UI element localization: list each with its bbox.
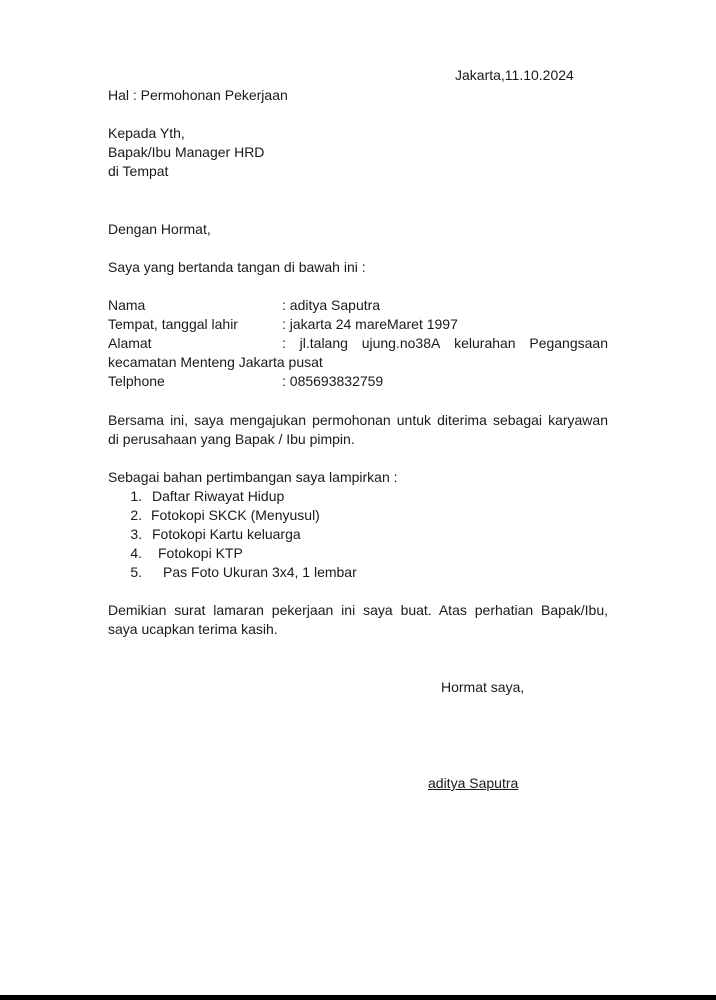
closing-line-2: saya ucapkan terima kasih. bbox=[108, 621, 278, 637]
intro-line: Saya yang bertanda tangan di bawah ini : bbox=[108, 259, 366, 275]
address-colon: : bbox=[282, 335, 286, 351]
address-row bbox=[108, 334, 608, 353]
address-label: Alamat bbox=[108, 335, 152, 351]
letter-subject: Hal : Permohonan Pekerjaan bbox=[108, 87, 288, 103]
address-value-line-2: kecamatan Menteng Jakarta pusat bbox=[108, 354, 323, 370]
address-word: Pegangsaan bbox=[529, 335, 608, 351]
attachment-item: Fotokopi Kartu keluarga bbox=[152, 526, 301, 542]
birth-label: Tempat, tanggal lahir bbox=[108, 316, 238, 332]
body-line-2: di perusahaan yang Bapak / Ibu pimpin. bbox=[108, 431, 355, 447]
phone-value: : 085693832759 bbox=[282, 373, 384, 389]
place-date: Jakarta,11.10.2024 bbox=[455, 67, 574, 83]
attachment-item: Fotokopi KTP bbox=[158, 545, 243, 561]
bottom-edge-bar bbox=[0, 995, 716, 1000]
signature-name: aditya Saputra bbox=[428, 775, 519, 791]
address-word: ujung.no38A bbox=[361, 335, 441, 351]
attachment-number: 5. bbox=[130, 564, 142, 580]
name-value: : aditya Saputra bbox=[282, 297, 381, 313]
address-value-line-1 bbox=[282, 334, 608, 353]
attachment-item: Fotokopi SKCK (Menyusul) bbox=[151, 507, 320, 523]
closing-line-1: Demikian surat lamaran pekerjaan ini saya buat. Atas perhatian Bapak/Ibu, bbox=[108, 602, 608, 618]
phone-label: Telphone bbox=[108, 373, 165, 389]
address-word: jl.talang bbox=[299, 335, 348, 351]
body-paragraph bbox=[108, 411, 608, 449]
recipient-line-2: Bapak/Ibu Manager HRD bbox=[108, 144, 265, 160]
attachments-intro: Sebagai bahan pertimbangan saya lampirkan : bbox=[108, 469, 398, 485]
birth-value: : jakarta 24 mareMaret 1997 bbox=[282, 316, 458, 332]
name-label: Nama bbox=[108, 297, 146, 313]
attachment-item: Daftar Riwayat Hidup bbox=[152, 488, 285, 504]
closing-paragraph bbox=[108, 601, 608, 639]
body-line-1: Bersama ini, saya mengajukan permohonan untuk diterima sebagai karyawan bbox=[108, 412, 608, 428]
attachment-number: 2. bbox=[130, 507, 142, 523]
attachment-item: Pas Foto Ukuran 3x4, 1 lembar bbox=[163, 564, 357, 580]
attachment-number: 1. bbox=[130, 488, 142, 504]
regards: Hormat saya, bbox=[441, 679, 525, 695]
greeting: Dengan Hormat, bbox=[108, 221, 211, 237]
recipient-line-1: Kepada Yth, bbox=[108, 125, 185, 141]
attachment-number: 3. bbox=[130, 526, 142, 542]
recipient-line-3: di Tempat bbox=[108, 163, 169, 179]
address-word: kelurahan bbox=[454, 335, 516, 351]
attachment-number: 4. bbox=[130, 545, 142, 561]
